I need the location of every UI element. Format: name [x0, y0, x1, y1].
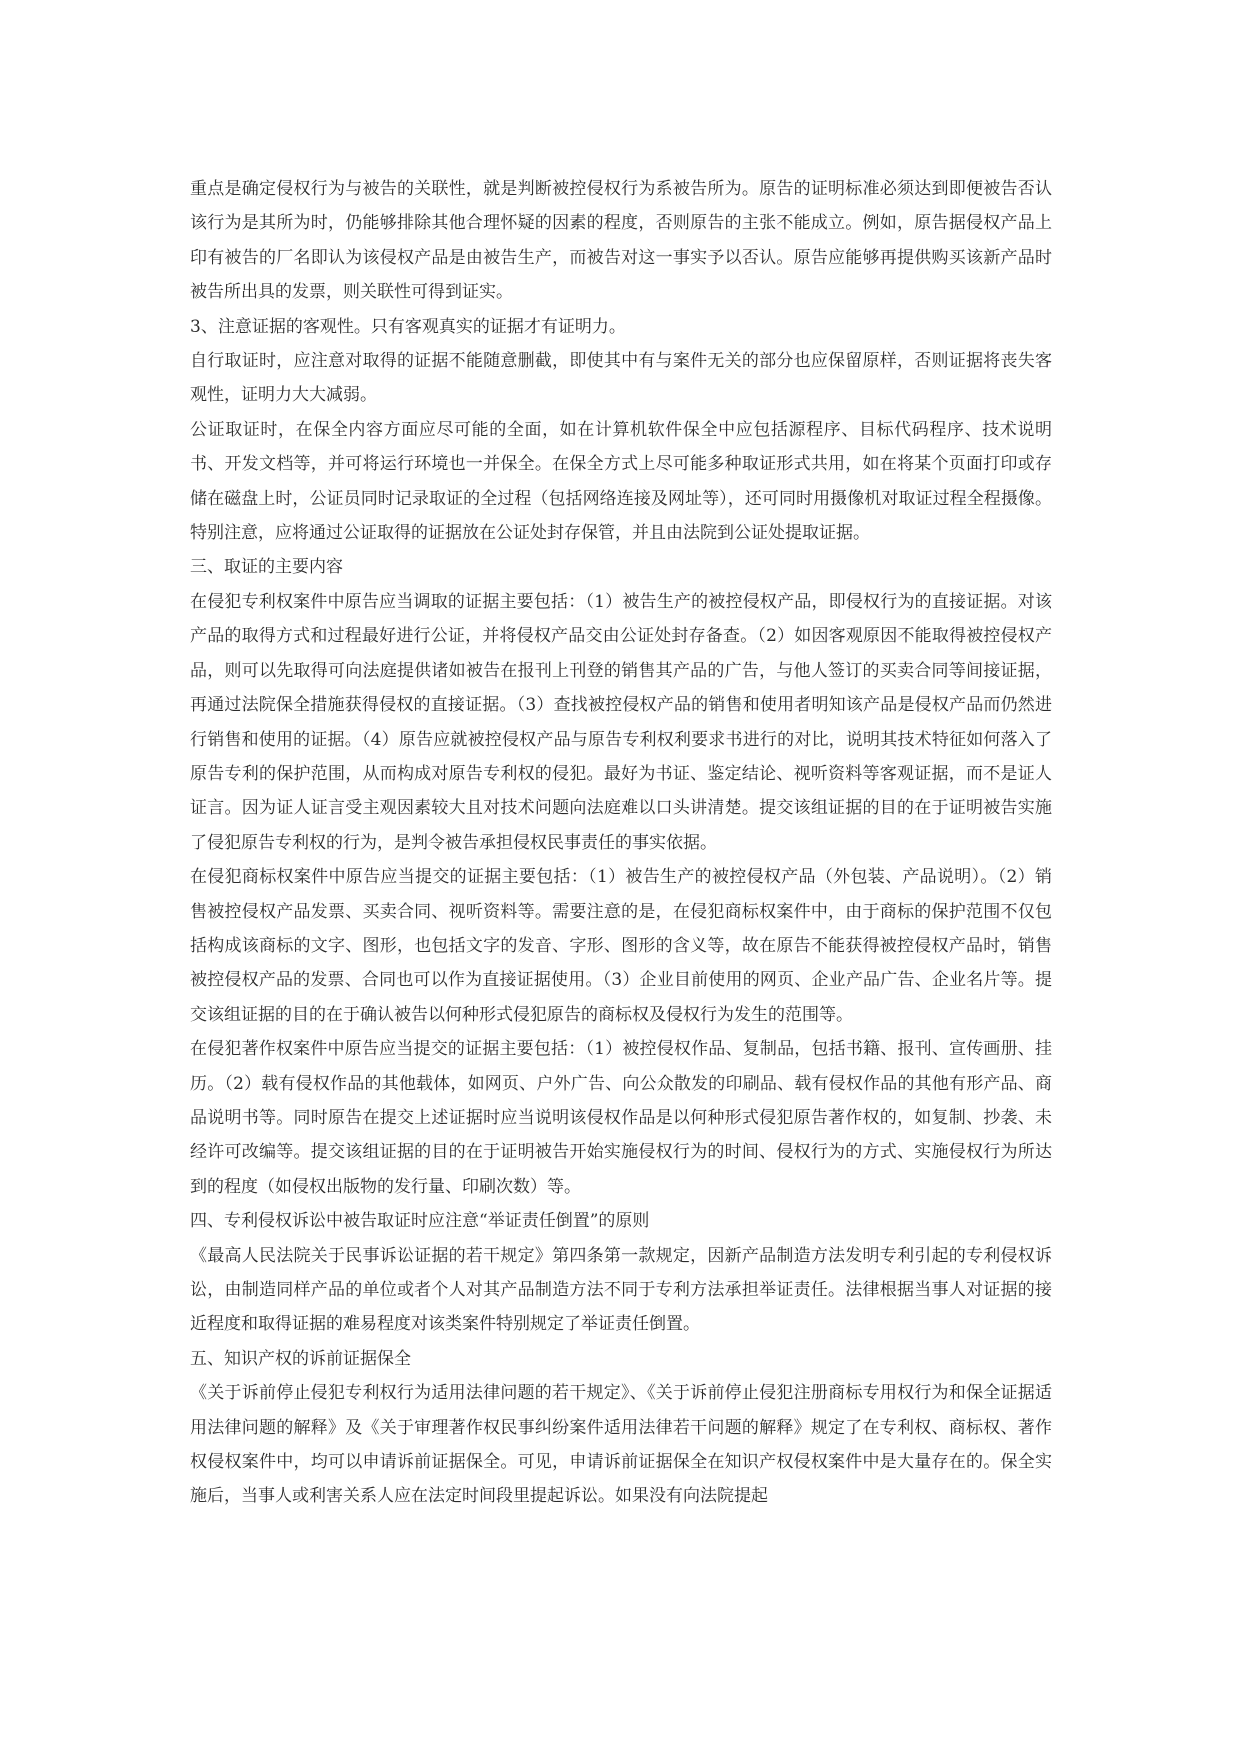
- section-heading-main-content: 三、取证的主要内容: [190, 557, 343, 578]
- paragraph-copyright-evidence: 在侵犯著作权案件中原告应当提交的证据主要包括：（1）被控侵权作品、复制品，包括书籍、报刊、宣传画册、挂历。（2）载有侵权作品的其他载体，如网页、户外广告、向公众散发的印刷品、载有侵权作品的其他有形产品、商品说明书等。同时原告在提交上述证据时应当说明该侵权作品是以何种形式侵犯原告著作权的，如复制、抄袭、未经许可改编等。提交该组证据的目的在于证明被告开始实施侵权行为的时间、侵权行为的方式、实施侵权行为所达到的程度（如侵权出版物的发行量、印刷次数）等。: [190, 1039, 1052, 1197]
- paragraph-self-evidence: 自行取证时，应注意对取得的证据不能随意删截，即使其中有与案件无关的部分也应保留原样，否则证据将丧失客观性，证明力大大减弱。: [190, 351, 1052, 406]
- paragraph-notary-evidence: 公证取证时，在保全内容方面应尽可能的全面，如在计算机软件保全中应包括源程序、目标代码程序、技术说明书、开发文档等，并可将运行环境也一并保全。在保全方式上尽可能多种取证形式共用，如在将某个页面打印或存储在磁盘上时，公证员同时记录取证的全过程（包括网络连接及网址等），还可同时用摄像机对取证过程全程摄像。特别注意，应将通过公证取得的证据放在公证处封存保管，并且由法院到公证处提取证据。: [190, 419, 1052, 544]
- paragraph-objectivity-heading: 3、注意证据的客观性。只有客观真实的证据才有证明力。: [190, 316, 626, 337]
- section-heading-pre-litigation: 五、知识产权的诉前证据保全: [190, 1348, 411, 1369]
- paragraph-trademark-evidence: 在侵犯商标权案件中原告应当提交的证据主要包括：（1）被告生产的被控侵权产品（外包装、产品说明）。（2）销售被控侵权产品发票、买卖合同、视听资料等。需要注意的是，在侵犯商标权案件中，由于商标的保护范围不仅包括构成该商标的文字、图形，也包括文字的发音、字形、图形的含义等，故在原告不能获得被控侵权产品时，销售被控侵权产品的发票、合同也可以作为直接证据使用。（3）企业目前使用的网页、企业产品广告、企业名片等。提交该组证据的目的在于确认被告以何种形式侵犯原告的商标权及侵权行为发生的范围等。: [190, 867, 1052, 1025]
- paragraph-relevance: 重点是确定侵权行为与被告的关联性，就是判断被控侵权行为系被告所为。原告的证明标准必须达到即便被告否认该行为是其所为时，仍能够排除其他合理怀疑的因素的程度，否则原告的主张不能成立。例如，原告据侵权产品上印有被告的厂名即认为该侵权产品是由被告生产，而被告对这一事实予以否认。原告应能够再提供购买该新产品时被告所出具的发票，则关联性可得到证实。: [190, 179, 1052, 303]
- section-heading-burden-of-proof: 四、专利侵权诉讼中被告取证时应注意“举证责任倒置”的原则: [190, 1211, 650, 1232]
- document-body: [190, 172, 1052, 1514]
- paragraph-pre-litigation: 《关于诉前停止侵犯专利权行为适用法律问题的若干规定》、《关于诉前停止侵犯注册商标专用权行为和保全证据适用法律问题的解释》及《关于审理著作权民事纠纷案件适用法律若干问题的解释》规定了在专利权、商标权、著作权侵权案件中，均可以申请诉前证据保全。可见，申请诉前证据保全在知识产权侵权案件中是大量存在的。保全实施后，当事人或利害关系人应在法定时间段里提起诉讼。如果没有向法院提起: [190, 1383, 1052, 1507]
- paragraph-burden-of-proof: 《最高人民法院关于民事诉讼证据的若干规定》第四条第一款规定，因新产品制造方法发明专利引起的专利侵权诉讼，由制造同样产品的单位或者个人对其产品制造方法不同于专利方法承担举证责任。法律根据当事人对证据的接近程度和取得证据的难易程度对该类案件特别规定了举证责任倒置。: [190, 1245, 1052, 1335]
- paragraph-patent-evidence: 在侵犯专利权案件中原告应当调取的证据主要包括：（1）被告生产的被控侵权产品，即侵权行为的直接证据。对该产品的取得方式和过程最好进行公证，并将侵权产品交由公证处封存备查。（2）如因客观原因不能取得被控侵权产品，则可以先取得可向法庭提供诸如被告在报刊上刊登的销售其产品的广告，与他人签订的买卖合同等间接证据，再通过法院保全措施获得侵权的直接证据。（3）查找被控侵权产品的销售和使用者明知该产品是侵权产品而仍然进行销售和使用的证据。（4）原告应就被控侵权产品与原告专利权利要求书进行的对比，说明其技术特征如何落入了原告专利的保护范围，从而构成对原告专利权的侵犯。最好为书证、鉴定结论、视听资料等客观证据，而不是证人证言。因为证人证言受主观因素较大且对技术问题向法庭难以口头讲清楚。提交该组证据的目的在于证明被告实施了侵犯原告专利权的行为，是判令被告承担侵权民事责任的事实依据。: [190, 591, 1052, 853]
